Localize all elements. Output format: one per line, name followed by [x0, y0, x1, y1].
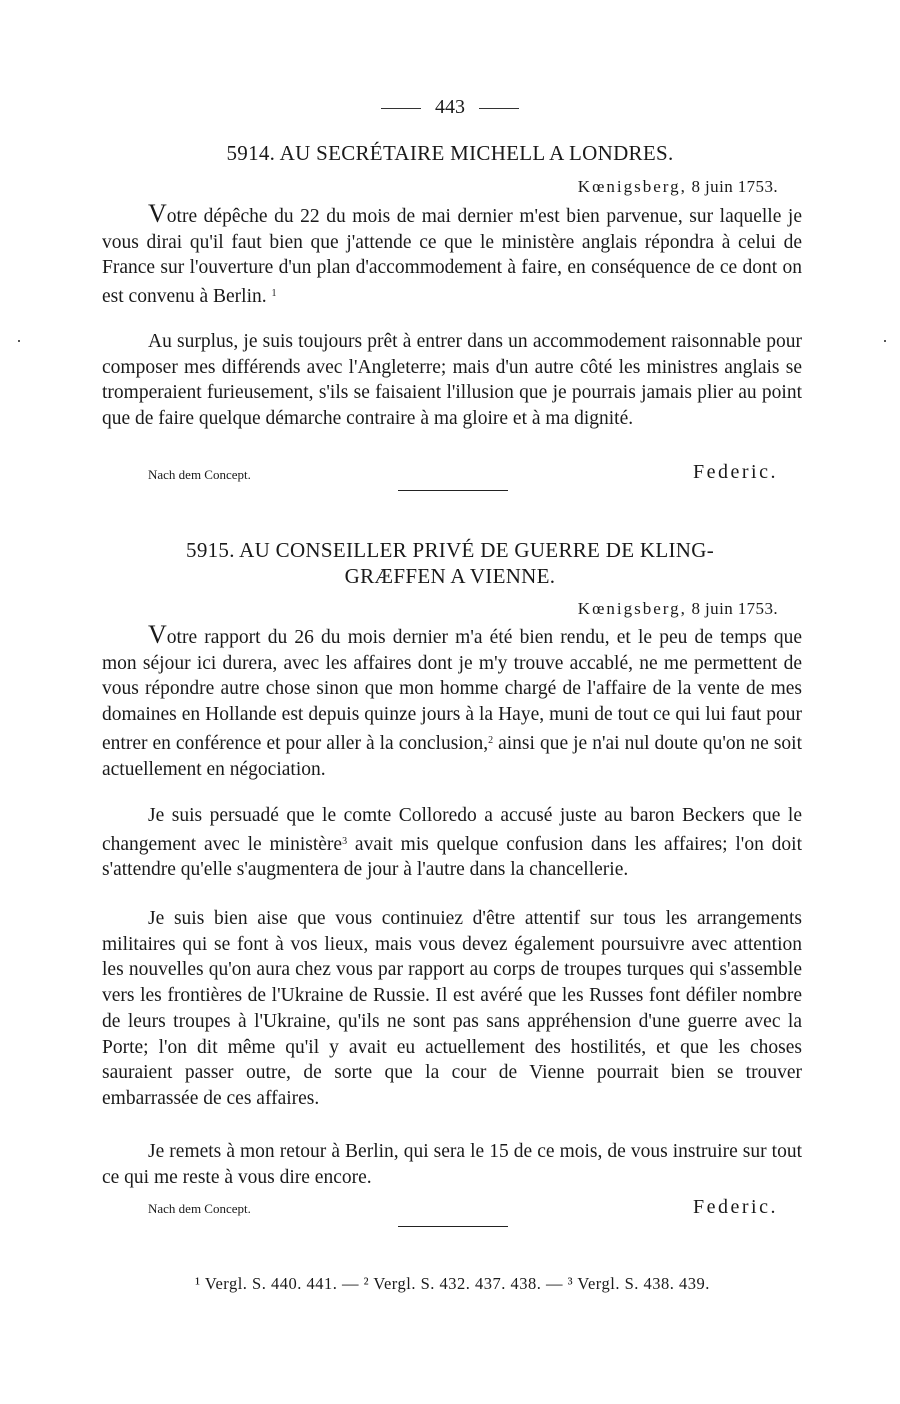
- margin-mark: [884, 340, 886, 342]
- page-number: 443: [435, 96, 465, 118]
- paragraph-text: avait mis quelque confusion dans les affaires; l'on doit s'attendre qu'elle s'augmentera de jour à l'autre dans la chancellerie.: [102, 833, 802, 881]
- letter-5915-paragraph-2: [102, 803, 802, 883]
- letter-5915-dateline: [578, 599, 778, 619]
- letter-5915-signature: Federic.: [693, 1196, 778, 1218]
- letter-5914-paragraph-1: [102, 201, 802, 310]
- dateline-place: Kœnigsberg,: [577, 599, 687, 618]
- letter-5915-paragraph-4: Je remets à mon retour à Berlin, qui sera le 15 de ce mois, de vous instruire sur tout ce qui me reste à vous dire encore.: [102, 1141, 802, 1188]
- footnote-ref: 2: [488, 734, 494, 746]
- page-number-dash-right: [479, 108, 519, 109]
- footnotes: ¹ Vergl. S. 440. 441. — ² Vergl. S. 432. 437. 438. — ³ Vergl. S. 438. 439.: [195, 1274, 710, 1293]
- paragraph-text: Je suis persuadé que le comte Colloredo a accusé juste au baron Beckers que le changement avec le ministère: [102, 805, 802, 855]
- heading-line-2: GRÆFFEN A VIENNE.: [344, 564, 556, 588]
- heading-line-1: 5915. AU CONSEILLER PRIVÉ DE GUERRE DE KLING-: [186, 538, 714, 562]
- letter-5915-source: Nach dem Concept.: [148, 1201, 251, 1216]
- dateline-place: Kœnigsberg,: [577, 177, 687, 196]
- letter-5914-dateline: [578, 177, 778, 197]
- section-divider: [398, 490, 508, 491]
- margin-mark: [18, 340, 20, 342]
- drop-cap: V: [148, 199, 167, 228]
- drop-cap: V: [148, 620, 167, 649]
- letter-5914-heading: 5914. AU SECRÉTAIRE MICHELL A LONDRES.: [226, 141, 674, 165]
- page-number-dash-left: [381, 108, 421, 109]
- letter-5914-signature: Federic.: [693, 461, 778, 483]
- footnote-ref: 1: [271, 288, 277, 300]
- paragraph-text: otre dépêche du 22 du mois de mai dernier m'est bien parvenue, sur laquelle je vous dirai qu'il faut bien que j'attende ce que le ministère anglais répondra à celui de France sur l'ouverture d'un plan d'accommodement à faire, en conséquence de ce dont on est convenu à Berlin.: [102, 206, 802, 308]
- letter-5914-paragraph-2: Au surplus, je suis toujours prêt à entrer dans un accommodement raisonnable pour composer mes différends avec l'Angleterre; mais d'un autre côté les ministres anglais se tromperaient furieusement, s'ils se faisaient l'illusion que je pourrais jamais plier au point que de faire quelque démarche contraire à ma gloire et à ma dignité.: [102, 331, 802, 430]
- paragraph-text: ainsi que je n'ai nul doute qu'on ne soit actuellement en négociation.: [102, 732, 802, 780]
- dateline-date: 8 juin 1753.: [691, 177, 778, 196]
- letter-5915-heading: [100, 537, 800, 589]
- dateline-date: 8 juin 1753.: [691, 599, 778, 618]
- letter-5914-source: Nach dem Concept.: [148, 467, 251, 482]
- letter-5915-paragraph-1: [102, 622, 802, 782]
- footnote-ref: 3: [342, 835, 348, 847]
- page-number-line: [0, 96, 900, 119]
- paragraph-text: otre rapport du 26 du mois dernier m'a été bien rendu, et le peu de temps que mon séjour ici durera, avec les affaires dont je m'y trouve accablé, ne me permettent de vous répondre autre chose sinon que mon homme chargé de l'affaire de la vente de mes domaines en Hollande est depuis quinze jours à la Haye, muni de tout ce qui lui faut pour entrer en conférence et pour aller à la conclusion,: [102, 627, 802, 754]
- letter-5915-paragraph-3: Je suis bien aise que vous continuiez d'être attentif sur tous les arrangements militaires qui se font à vos lieux, mais vous devez également poursuivre avec attention les nouvelles qu'on aura chez vous par rapport au corps de troupes turques qui s'assemble vers les frontières de l'Ukraine de Russie. Il est avéré que les Russes font défiler nombre de leurs troupes à l'Ukraine, qu'ils ne sont pas sans appréhension d'une guerre avec la Porte; l'on dit même qu'il y avait eu actuellement des hostilités, et que les choses sauraient passer outre, de sorte que la cour de Vienne pourrait bien se trouver embarrassée de ces affaires.: [102, 908, 802, 1109]
- section-divider: [398, 1226, 508, 1227]
